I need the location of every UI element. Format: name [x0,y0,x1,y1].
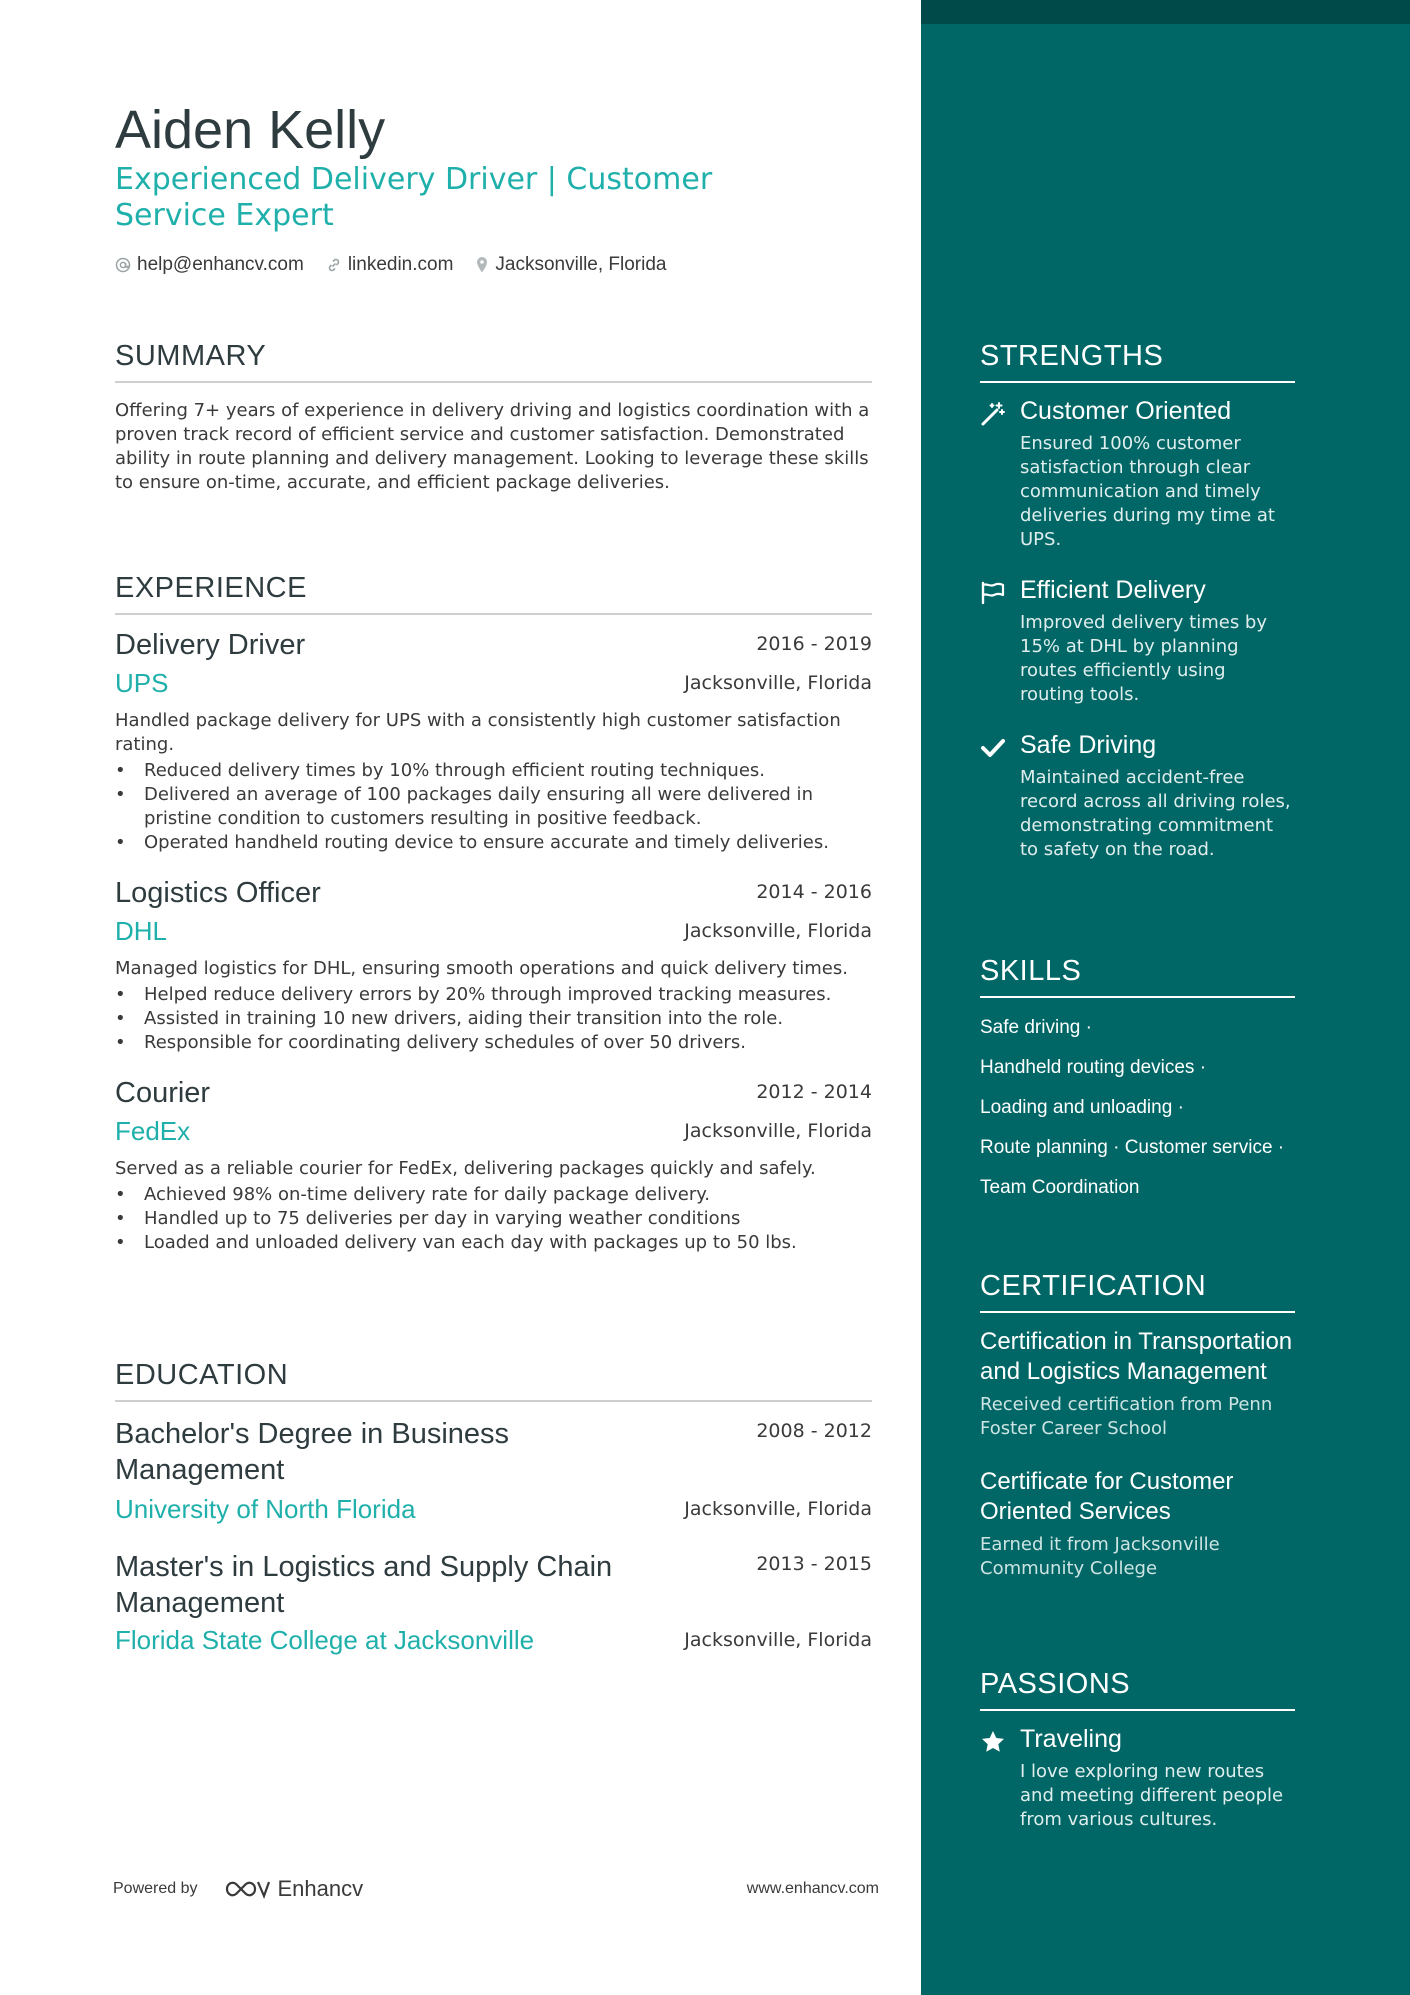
certification-section [980,1270,1295,1581]
checkmark-icon [980,735,1006,761]
degree-title: Master's in Logistics and Supply Chain Management [115,1551,613,1619]
school-location: Jacksonville, Florida [684,1498,872,1520]
strengths-section [980,340,1295,862]
certification-item [980,1327,1295,1441]
contact-email-text: help@enhancv.com [137,254,304,275]
job-title: Delivery Driver [115,629,306,661]
strength-title: Customer Oriented [1020,397,1232,425]
strength-description: Improved delivery times by 15% at DHL by planning routes efficiently using routing tools. [1020,612,1268,705]
footer [113,1876,879,1902]
strength-item [980,731,1295,862]
job-description: Handled package delivery for UPS with a consistently high customer satisfaction rating. [115,710,841,755]
contact-linkedin-text: linkedin.com [347,254,454,275]
skill-item: Team Coordination [980,1177,1140,1198]
magic-wand-icon [980,401,1006,427]
enhancv-logo-icon [224,1877,270,1901]
sidebar-top-bar [921,0,1410,24]
job-dates: 2016 - 2019 [756,633,872,655]
contact-location-text: Jacksonville, Florida [495,254,667,275]
passions-title: PASSIONS [980,1668,1295,1711]
skills-section [980,955,1295,1208]
company-name: UPS [115,668,169,698]
company-name: FedEx [115,1116,191,1146]
job-title: Logistics Officer [115,877,321,909]
job-dates: 2014 - 2016 [756,881,872,903]
passions-section [980,1668,1295,1832]
job-location: Jacksonville, Florida [684,920,872,942]
job-location: Jacksonville, Florida [684,672,872,694]
link-icon [326,257,342,273]
contact-email[interactable] [115,254,304,276]
strength-title: Efficient Delivery [1020,576,1206,604]
location-icon [475,256,489,274]
job-bullets [115,983,872,1055]
skill-item: Route planning · Customer service · [980,1137,1285,1158]
bullet-item: • Loaded and unloaded delivery van each day with packages up to 50 lbs. [115,1231,872,1255]
job-dates: 2012 - 2014 [756,1081,872,1103]
brand-name: Enhancv [277,1876,364,1901]
cert-title: Certificate for Customer Oriented Services [980,1468,1234,1525]
skill-item: Loading and unloading · [980,1097,1184,1118]
strength-item [980,397,1295,552]
experience-section [115,572,872,1255]
skills-title: SKILLS [980,955,1295,998]
contact-linkedin[interactable] [326,254,454,276]
experience-entry [115,629,872,855]
experience-title: EXPERIENCE [115,572,872,615]
powered-by-text: Powered by [113,1880,198,1897]
strength-description: Ensured 100% customer satisfaction through clear communication and timely deliveries during my time at UPS. [1020,433,1275,550]
job-bullets [115,759,872,855]
bullet-item: • Operated handheld routing device to ensure accurate and timely deliveries. [115,831,872,855]
summary-title: SUMMARY [115,340,872,383]
bullet-item: • Helped reduce delivery errors by 20% through improved tracking measures. [115,983,872,1007]
certification-title: CERTIFICATION [980,1270,1295,1313]
certification-item [980,1467,1295,1581]
passion-description: I love exploring new routes and meeting different people from various cultures. [1020,1761,1284,1830]
job-bullets [115,1183,872,1255]
school-name: Florida State College at Jacksonville [115,1625,535,1655]
school-location: Jacksonville, Florida [684,1629,872,1651]
experience-entry [115,1077,872,1255]
education-title: EDUCATION [115,1359,872,1402]
strengths-title: STRENGTHS [980,340,1295,383]
school-name: University of North Florida [115,1494,416,1524]
strength-title: Safe Driving [1020,731,1157,759]
company-name: DHL [115,916,168,946]
degree-dates: 2013 - 2015 [756,1553,872,1575]
strength-description: Maintained accident-free record across all driving roles, demonstrating commitment to safety on the road. [1020,767,1291,860]
education-entry [115,1416,872,1525]
bullet-item: • Delivered an average of 100 packages daily ensuring all were delivered in pristine condition to customers resulting in positive feedback. [115,783,872,831]
candidate-name: Aiden Kelly [115,100,386,160]
degree-dates: 2008 - 2012 [756,1420,872,1442]
degree-title: Bachelor's Degree in Business Management [115,1418,510,1486]
job-description: Managed logistics for DHL, ensuring smooth operations and quick delivery times. [115,958,848,979]
brand-logo[interactable] [224,1876,364,1902]
bullet-item: • Handled up to 75 deliveries per day in varying weather conditions [115,1207,872,1231]
education-section [115,1359,872,1656]
bullet-item: • Reduced delivery times by 10% through efficient routing techniques. [115,759,872,783]
cert-title: Certification in Transportation and Logistics Management [980,1328,1293,1385]
education-entry [115,1549,872,1656]
passion-title: Traveling [1020,1725,1122,1753]
powered-by [113,1876,363,1902]
bullet-item: • Assisted in training 10 new drivers, aiding their transition into the role. [115,1007,872,1031]
summary-section [115,340,872,495]
bullet-item: • Responsible for coordinating delivery schedules of over 50 drivers. [115,1031,872,1055]
candidate-headline: Experienced Delivery Driver | Customer Service Expert [115,162,713,233]
cert-description: Received certification from Penn Foster Career School [980,1394,1273,1439]
strength-item [980,576,1295,707]
job-title: Courier [115,1077,211,1109]
flag-icon [980,580,1006,606]
skill-item: Safe driving · [980,1017,1092,1038]
contact-location [475,254,666,276]
skill-item: Handheld routing devices · [980,1057,1207,1078]
experience-entry [115,877,872,1055]
at-icon [115,257,131,273]
cert-description: Earned it from Jacksonville Community College [980,1534,1220,1579]
skills-list [980,1008,1295,1208]
star-icon [980,1729,1006,1755]
job-description: Served as a reliable courier for FedEx, delivering packages quickly and safely. [115,1158,816,1179]
passion-item [980,1725,1295,1832]
summary-text: Offering 7+ years of experience in delivery driving and logistics coordination with a proven track record of efficient service and customer satisfaction. Demonstrated ability in route planning and delivery management. Looking to leverage these skills to ensure on-time, accurate, and efficient package deliveries. [115,400,870,493]
contact-bar [115,254,689,276]
job-location: Jacksonville, Florida [684,1120,872,1142]
bullet-item: • Achieved 98% on-time delivery rate for daily package delivery. [115,1183,872,1207]
footer-url[interactable]: www.enhancv.com [746,1880,879,1897]
